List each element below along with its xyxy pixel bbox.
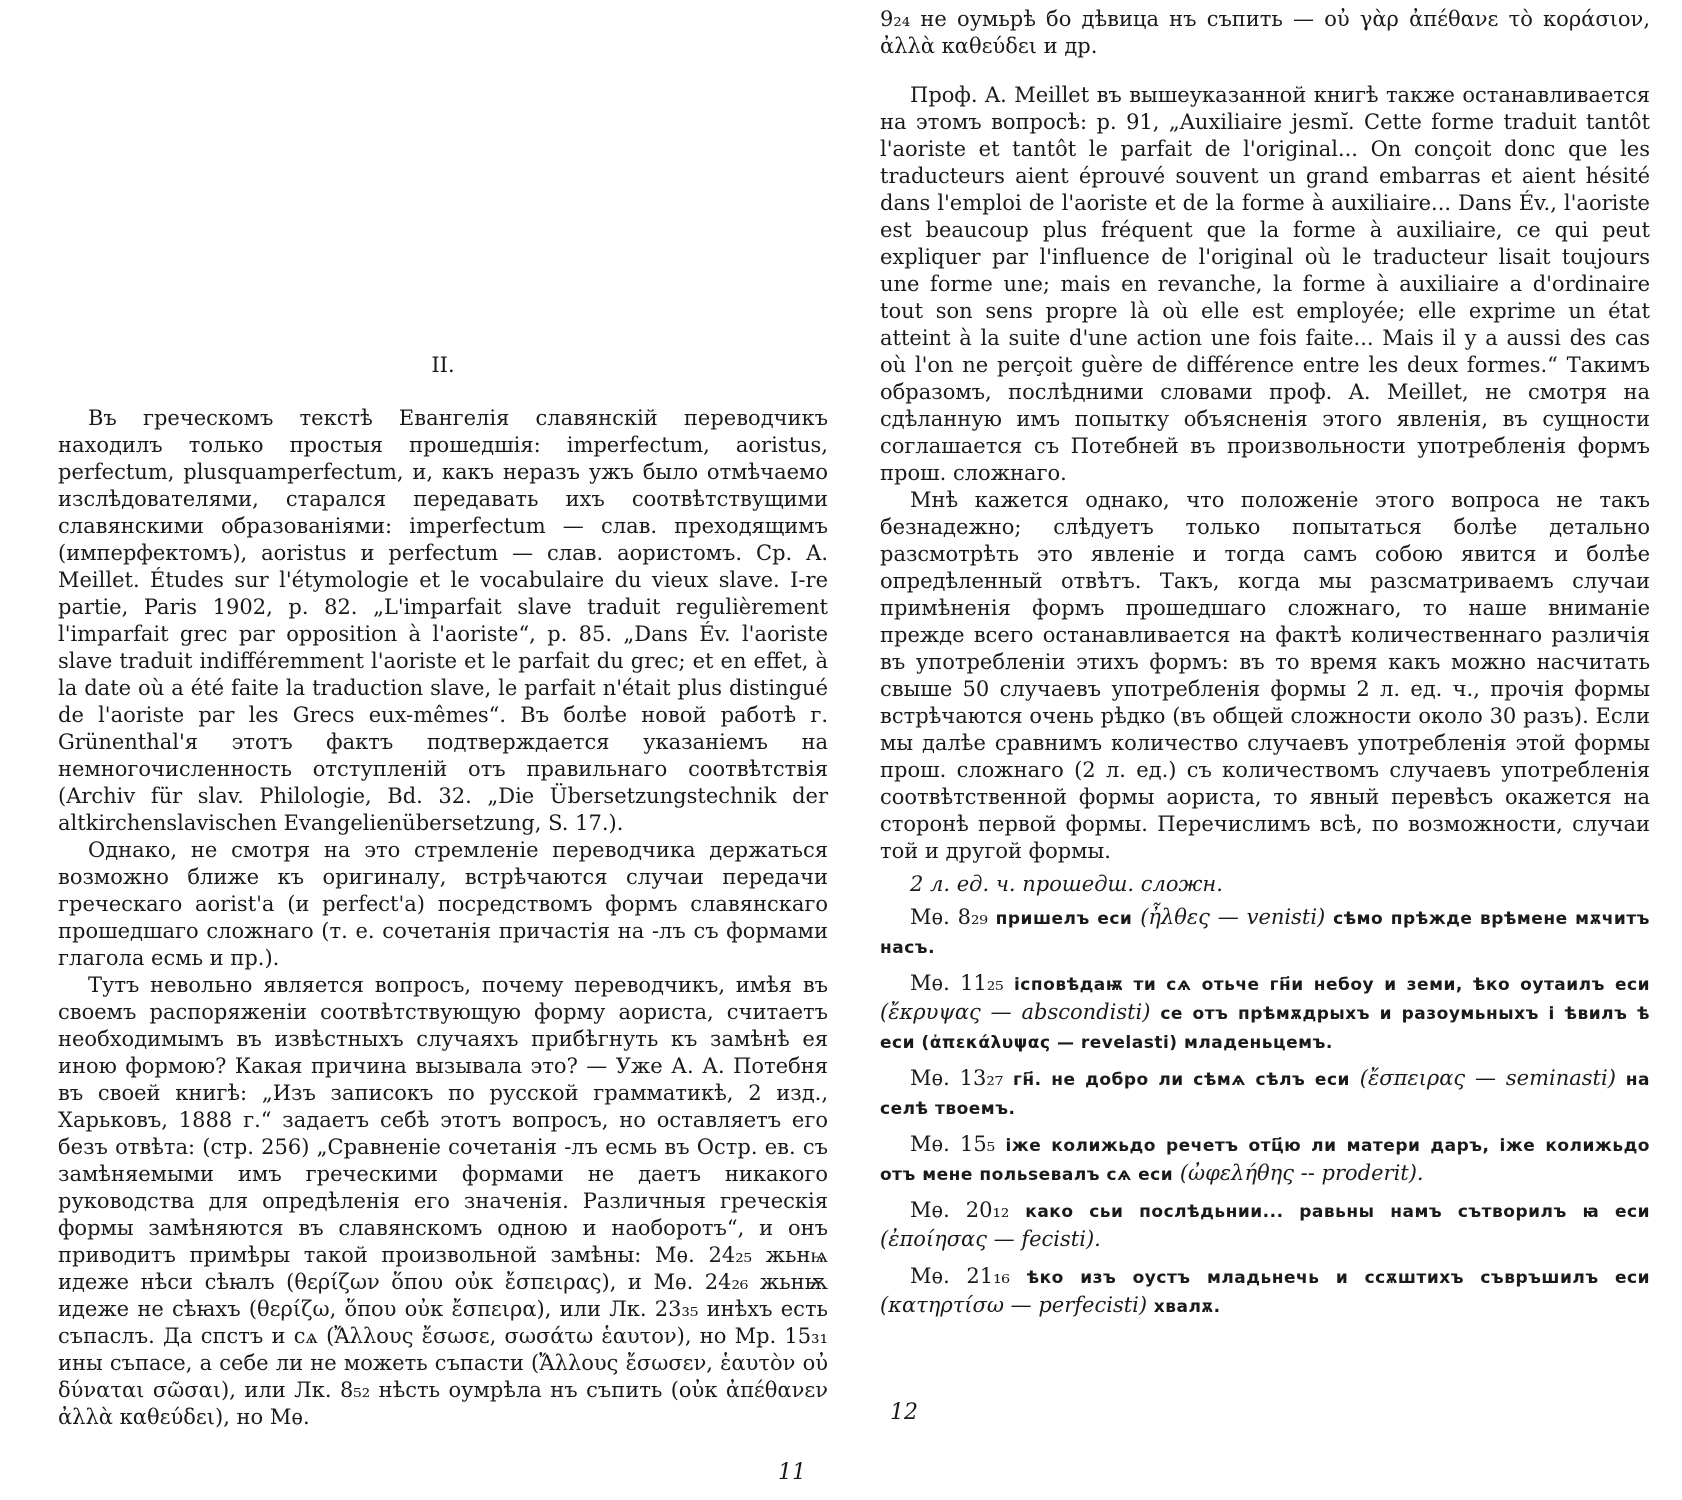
left-page <box>58 0 828 1500</box>
right-page <box>880 0 1650 1500</box>
left-page-body <box>58 405 828 1431</box>
slavonic-text: сѣмо прѣжде врѣмене мѫчитъ насъ. <box>880 909 1650 958</box>
paragraph: Тутъ невольно является вопросъ, почему переводчикъ, имѣя въ своемъ распоряженіи соотвѣтствующую форму аориста, считаетъ необходимымъ въ извѣстныхъ случаяхъ прибѣгнуть къ замѣнѣ ея иною формою? Какая причина вызывала это? — Уже А. А. Потебня въ своей книгѣ: „Изъ записокъ по русской грамматикѣ, 2 изд., Харьковъ, 1888 г.“ задаетъ себѣ этотъ вопросъ, но оставляетъ его безъ отвѣта: (стр. 256) „Сравненіе сочетанія -лъ есмь въ Остр. ев. съ замѣняемыми имъ греческими формами не даетъ никакого руководства для опредѣленія его значенія. Различныя греческія формы замѣняются въ славянскомъ одною и наоборотъ“, и онъ приводитъ примѣры такой произвольной замѣны: Мѳ. 24₂₅ жьнѩ идеже нѣси сѣꙗлъ (θερίζων ὅπου οὐκ ἔσπειρας), и Мѳ. 24₂₆ жьнѭ идеже не сѣꙗхъ (θερίζω, ὅπου οὐκ ἔσπειρα), или Лк. 23₃₅ инѣхъ есть съпаслъ. Да спстъ и сѧ (Ἄλλους ἔσωσε, σωσάτω ἑαυτον), но Мр. 15₃₁ ины съпасе, а себе ли не можеть съпасти (Ἄλλους ἔσωσεν, ἑαυτὸν οὐ δύναται σῶσαι), или Лк. 8₅₂ нѣсть оумрѣла нъ съпить (οὐκ ἀπέθανεν ἀλλὰ καθεύδει), но Мѳ. <box>58 973 828 1429</box>
paragraph: Мнѣ кажется однако, что положеніе этого вопроса не такъ безнадежно; слѣдуетъ только попытаться болѣе детально разсмотрѣть это явленіе и тогда самъ собою явится и болѣе опредѣленный отвѣтъ. Такъ, когда мы разсматриваемъ случаи примѣненія формъ прошедшаго сложнаго, то наше вниманіе прежде всего останавливается на фактѣ количественнаго различія въ употребленіи этихъ формъ: въ то время какъ можно насчитать свыше 50 случаевъ употребленія формы 2 л. ед. ч., прочія формы встрѣчаются очень рѣдко (въ общей сложности около 30 разъ). Если мы далѣе сравнимъ количество случаевъ употребленія этой формы прош. сложнаго (2 л. ед.) съ количествомъ случаевъ употребленія соотвѣтственной формы аориста, то явный перевѣсъ окажется на сторонѣ первой формы. Перечислимъ всѣ, по возможности, случаи той и другой формы. <box>880 488 1650 863</box>
example-reference: Мѳ. 21₁₆ <box>910 1264 1010 1288</box>
right-page-top <box>880 6 1650 60</box>
example-reference: Мѳ. 13₂₇ <box>910 1066 1004 1090</box>
greek-latin-gloss: (ἦλθες — venisti) <box>1140 905 1326 929</box>
paragraph: Проф. A. Meillet въ вышеуказанной книгѣ также останавливается на этомъ вопросѣ: p. 91, „Auxiliaire jesmĭ. Cette forme traduit tantôt l'aoriste et tantôt le parfait de l'original... On conçoit donc que les traducteurs aient éprouvé souvent un grand embarras et aient hésité dans l'emploi de l'aoriste et de la forme à auxiliaire... Dans Év., l'aoriste est beaucoup plus fréquent que la forme à auxiliaire, ce qui peut expliquer par l'influence de l'original où le traducteur lisait toujours une forme une; mais en revanche, la forme à auxiliaire a d'ordinaire tout son sens propre là où elle est employée; elle exprime un état atteint à la suite d'une action une fois faite... Mais il y a aussi des cas où l'on ne perçoit guère de différence entre les deux formes.“ Такимъ образомъ, послѣдними словами проф. A. Meillet, не смотря на сдѣланную имъ попытку объясненія этого явленія, въ сущности соглашается съ Потебней въ произвольности употребленія формъ прош. сложнаго. <box>880 83 1650 485</box>
example-entry <box>880 904 1650 962</box>
example-entry <box>880 1263 1650 1321</box>
example-entry <box>880 1197 1650 1255</box>
subheading: 2 л. ед. ч. прошедш. сложн. <box>910 872 1223 896</box>
slavonic-text: хвалѫ. <box>1153 1297 1221 1317</box>
greek-latin-gloss: (ὠφελήθης -- proderit). <box>1179 1161 1424 1185</box>
slavonic-text: се отъ прѣмѫдрыхъ и разоумьныхъ і ѣвилъ ѣ еси (ἀπεκάλυψας — revelasti) младеньцемъ. <box>880 1004 1650 1053</box>
greek-latin-gloss: (ἐποίησας — fecisti). <box>880 1227 1101 1251</box>
greek-latin-gloss: (ἔκρυψας — abscondisti) <box>880 1000 1151 1024</box>
example-reference: Мѳ. 15₅ <box>910 1132 996 1156</box>
slavonic-text: на селѣ твоемъ. <box>880 1070 1650 1119</box>
example-entry <box>880 970 1650 1057</box>
slavonic-text: іже колижьдо речетъ отц҃ю ли матери даръ, іже колижьдо отъ мене польѕевалъ сѧ еси <box>880 1136 1650 1185</box>
greek-latin-gloss: (ἔσπειρας — seminasti) <box>1359 1066 1616 1090</box>
example-entry <box>880 1131 1650 1189</box>
page-number: 11 <box>778 1460 806 1485</box>
slavonic-text: ѣко изъ оустъ младьнечь и ссѫштихъ съвръшилъ еси <box>1026 1268 1650 1288</box>
example-reference: Мѳ. 8₂₉ <box>910 905 988 929</box>
example-entry <box>880 1065 1650 1123</box>
greek-latin-gloss: (κατηρτίσω — perfecisti) <box>880 1293 1148 1317</box>
paragraph: Однако, не смотря на это стремленіе переводчика держаться возможно ближе къ оригиналу, встрѣчаются случаи передачи греческаго aorist'a (и perfect'a) посредствомъ формъ славянскаго прошедшаго сложнаго (т. е. сочетанія причастія на -лъ съ формами глагола есмь и пр.). <box>58 838 828 970</box>
page-number: 12 <box>890 1400 918 1425</box>
example-reference: Мѳ. 11₂₅ <box>910 971 1004 995</box>
slavonic-text: пришелъ еси <box>995 909 1133 929</box>
right-page-body <box>880 82 1650 1329</box>
example-reference: Мѳ. 20₁₂ <box>910 1198 1010 1222</box>
slavonic-text: гн҃. не добро ли сѣмѧ сѣлъ еси <box>1013 1070 1350 1090</box>
paragraph: Въ греческомъ текстѣ Евангелія славянскій переводчикъ находилъ только простыя прошедшія: imperfectum, aoristus, perfectum, plusquamperfectum, и, какъ неразъ ужъ было отмѣчаемо изслѣдователями, старался передавать ихъ соотвѣтствущими славянскими образованіями: imperfectum — слав. преходящимъ (имперфектомъ), aoristus и perfectum — слав. аористомъ. Ср. A. Meillet. Études sur l'étymologie et le vocabulaire du vieux slave. I-re partie, Paris 1902, p. 82. „L'imparfait slave traduit regulièrement l'imparfait grec par opposition à l'aoriste“, p. 85. „Dans Év. l'aoriste slave traduit indifféremment l'aoriste et le parfait du grec; et en effet, à la date où a été faite la traduction slave, le parfait n'était plus distingué de l'aoriste par les Grecs eux-mêmes“. Въ болѣе новой работѣ г. Grünenthal'я этотъ фактъ подтверждается указаніемъ на немногочисленность отступленій отъ правильнаго соотвѣтствія (Archiv für slav. Philologie, Bd. 32. „Die Übersetzungstechnik der altkirchenslavischen Evangelienübersetzung, S. 17.). <box>58 406 828 835</box>
slavonic-text: ісповѣдаѭ ти сѧ отьче гн҃и небоу и земи, ѣко оутаилъ еси <box>1013 975 1650 995</box>
slavonic-text: како сьи послѣдьнии... равьны намъ сътворилъ ꙗ еси <box>1025 1202 1650 1222</box>
section-heading: II. <box>431 353 455 377</box>
paragraph: 9₂₄ не оумьрѣ бо дѣвица нъ съпить — οὐ γὰρ ἀπέθανε τὸ κοράσιον, ἀλλὰ καθεύδει и др. <box>880 7 1650 58</box>
